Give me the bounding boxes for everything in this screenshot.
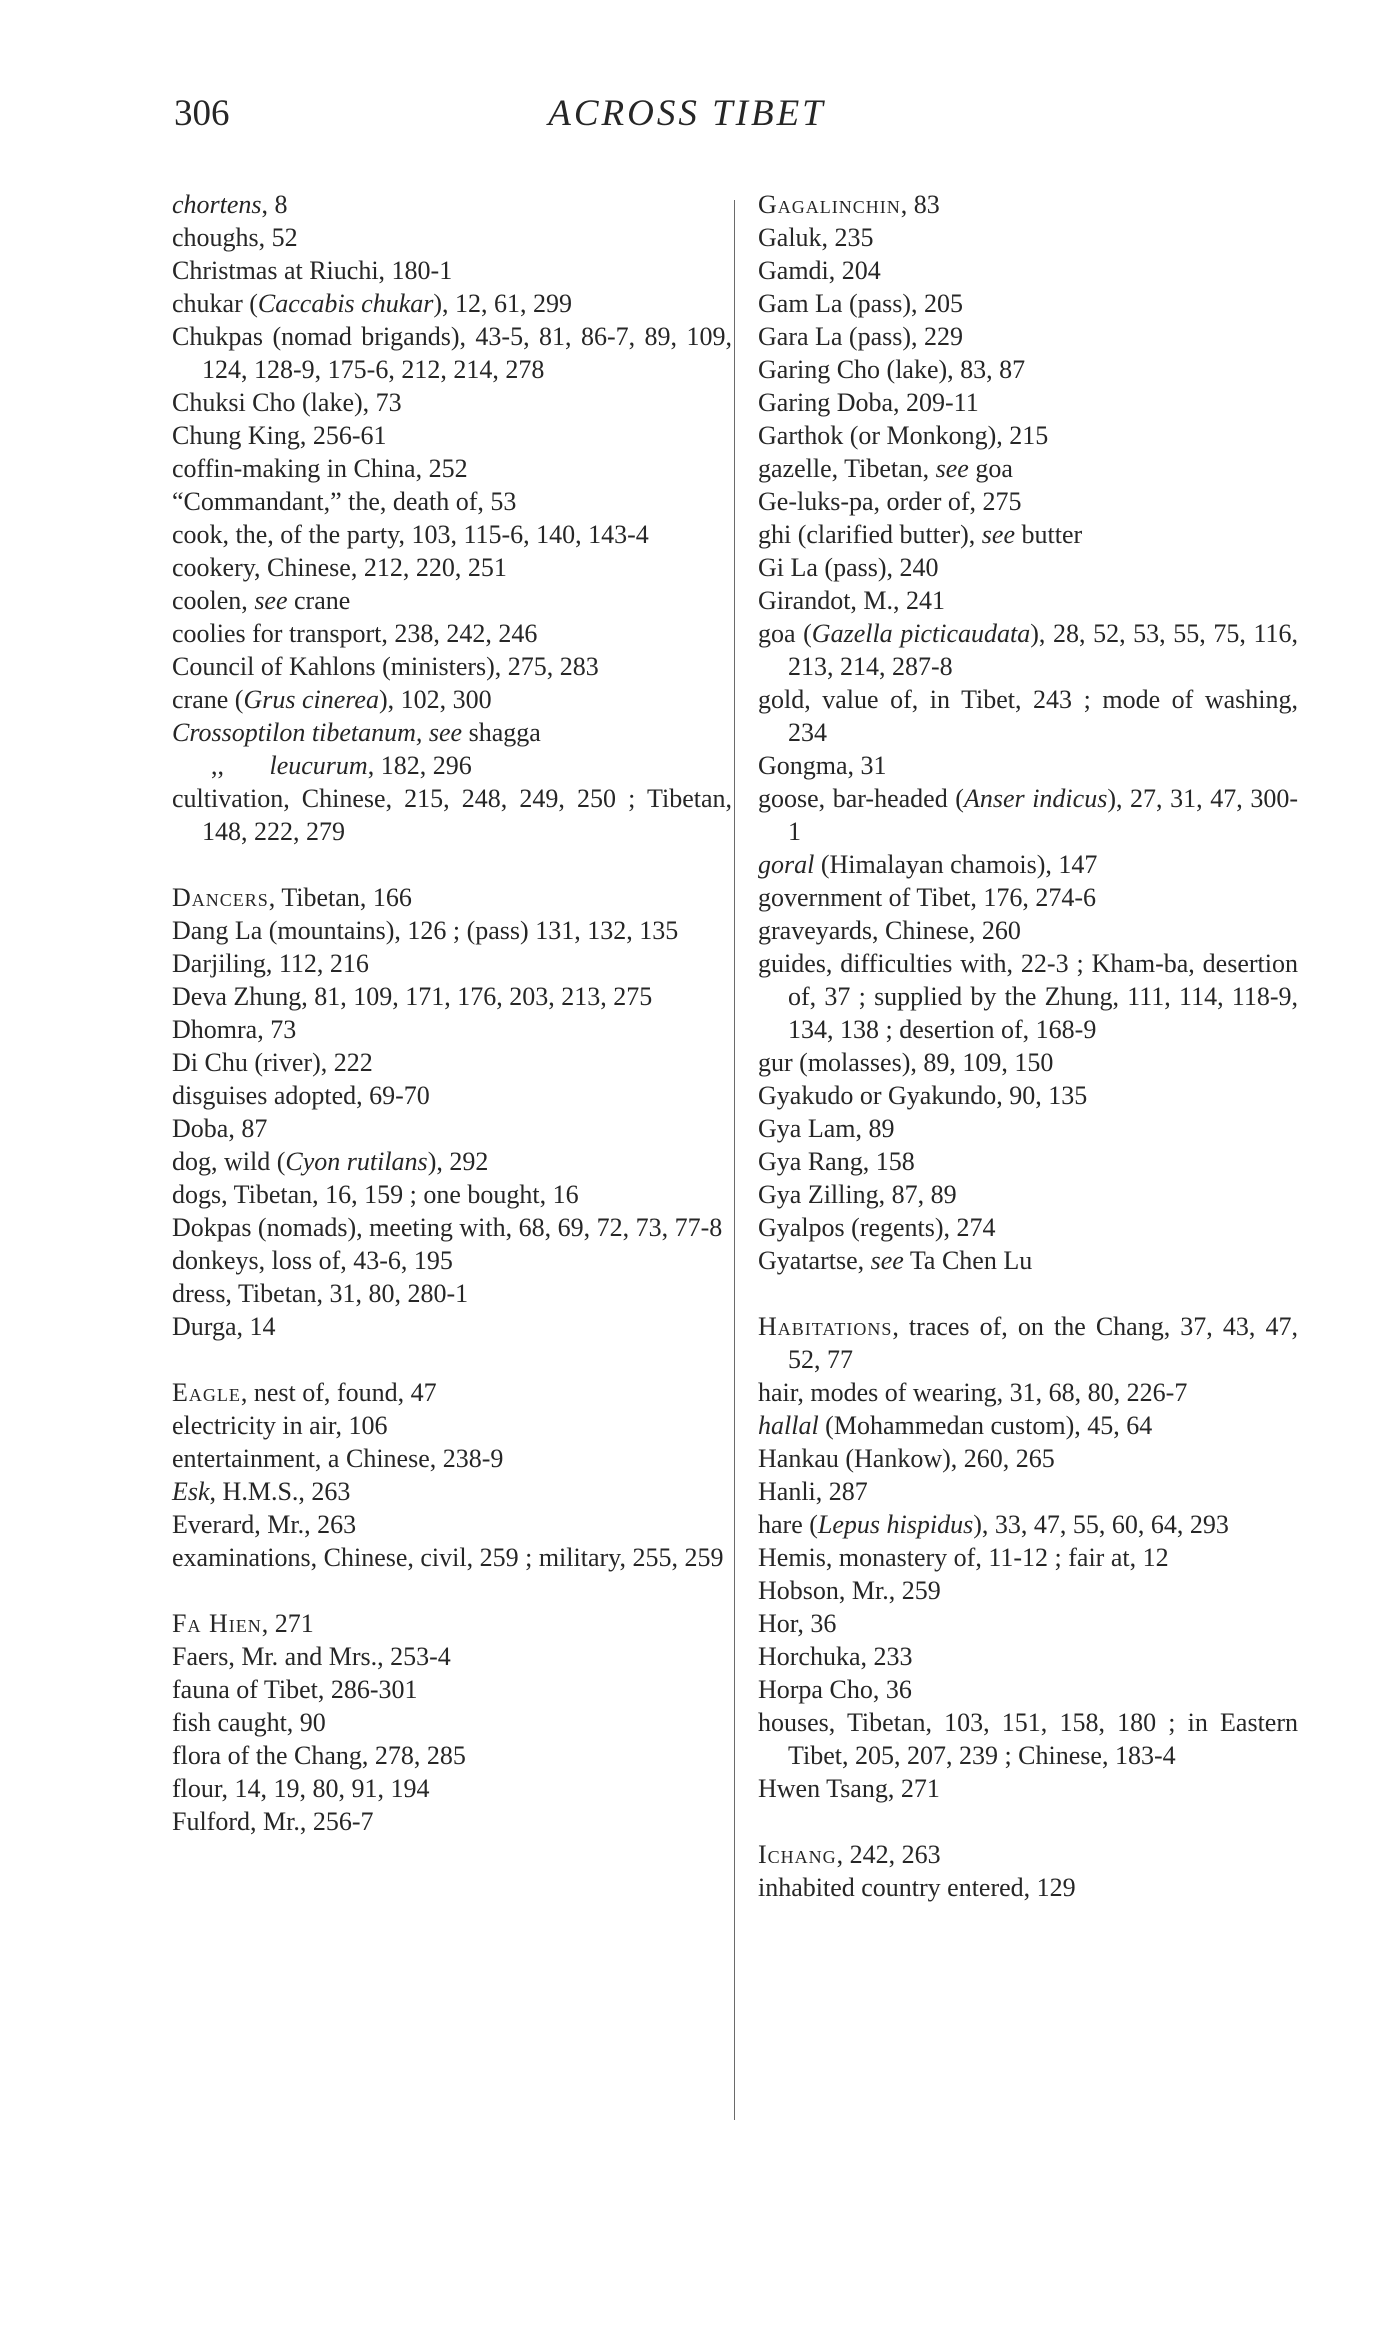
index-entry (758, 1046, 1298, 1079)
index-entry (172, 419, 732, 452)
entry-text: gazelle, Tibetan, (758, 454, 936, 483)
italic-term: Lepus hispidus (817, 1510, 974, 1539)
entry-text: Girandot, M., 241 (758, 586, 946, 615)
entry-text: Dokpas (nomads), meeting with, 68, 69, 72, 73, 77-8 (172, 1213, 723, 1242)
entry-text: Gi La (pass), 240 (758, 553, 939, 582)
entry-text: Gongma, 31 (758, 751, 887, 780)
index-entry (172, 1442, 732, 1475)
entry-text: (Himalayan chamois), 147 (814, 850, 1098, 879)
entry-text: Faers, Mr. and Mrs., 253-4 (172, 1642, 451, 1671)
section-head-word: Gagalinchin (758, 190, 901, 219)
italic-term: see (870, 1246, 904, 1275)
entry-text: gold, value of, in Tibet, 243 ; mode of washing, 234 (758, 685, 1298, 747)
index-entry (172, 1013, 732, 1046)
entry-text: Gamdi, 204 (758, 256, 881, 285)
entry-text: ), 292 (427, 1147, 489, 1176)
entry-text: Galuk, 235 (758, 223, 874, 252)
entry-text: donkeys, loss of, 43-6, 195 (172, 1246, 453, 1275)
entry-text: examinations, Chinese, civil, 259 ; military, 255, 259 (172, 1543, 724, 1572)
entry-text: Ta Chen Lu (903, 1246, 1033, 1275)
index-entry (172, 947, 732, 980)
entry-text: houses, Tibetan, 103, 151, 158, 180 ; in Eastern Tibet, 205, 207, 239 ; Chinese, 183-4 (758, 1708, 1298, 1770)
column-divider (734, 200, 735, 2120)
index-entry (172, 1211, 732, 1244)
italic-term: Anser indicus (963, 784, 1108, 813)
entry-text: “Commandant,” the, death of, 53 (172, 487, 517, 516)
entry-text: Doba, 87 (172, 1114, 268, 1143)
entry-text: ), 28, 52, 53, 55, 75, 116, 213, 214, 287-8 (788, 619, 1298, 681)
index-entry (758, 452, 1298, 485)
italic-term: see (254, 586, 288, 615)
section-head-word: Fa Hien (172, 1609, 262, 1638)
entry-text: Hobson, Mr., 259 (758, 1576, 941, 1605)
entry-text: Fulford, Mr., 256-7 (172, 1807, 374, 1836)
section-head-word: Ichang (758, 1840, 837, 1869)
index-entry (172, 584, 732, 617)
section-gap (758, 1277, 1298, 1310)
index-entry (172, 1541, 732, 1574)
index-entry (172, 1310, 732, 1343)
index-entry (172, 254, 732, 287)
entry-text: fauna of Tibet, 286-301 (172, 1675, 418, 1704)
index-entry (758, 1838, 1298, 1871)
entry-text: goa ( (758, 619, 812, 648)
entry-text: Gam La (pass), 205 (758, 289, 964, 318)
index-entry (172, 650, 732, 683)
index-entry (172, 1178, 732, 1211)
entry-text: Everard, Mr., 263 (172, 1510, 357, 1539)
entry-text: Garing Doba, 209-11 (758, 388, 979, 417)
entry-text: flora of the Chang, 278, 285 (172, 1741, 466, 1770)
entry-text: ), 102, 300 (378, 685, 492, 714)
section-head-word: Dancers (172, 883, 269, 912)
index-entry (172, 683, 732, 716)
entry-text: , 8 (261, 190, 288, 219)
entry-text: Durga, 14 (172, 1312, 276, 1341)
entry-text: cookery, Chinese, 212, 220, 251 (172, 553, 507, 582)
entry-text: butter (1015, 520, 1083, 549)
entry-text: Gya Lam, 89 (758, 1114, 895, 1143)
entry-text: Hemis, monastery of, 11-12 ; fair at, 12 (758, 1543, 1169, 1572)
index-entry (172, 749, 732, 782)
entry-text: (Mohammedan custom), 45, 64 (818, 1411, 1153, 1440)
index-entry (172, 881, 732, 914)
index-entry (172, 1079, 732, 1112)
index-entry (758, 1244, 1298, 1277)
index-entry (758, 1640, 1298, 1673)
italic-term: Esk (172, 1477, 210, 1506)
page-header (0, 92, 1374, 142)
index-entry (172, 1409, 732, 1442)
index-entry (758, 287, 1298, 320)
index-column-left (172, 188, 732, 1838)
entry-text: Gya Rang, 158 (758, 1147, 915, 1176)
index-entry (758, 1442, 1298, 1475)
entry-text: fish caught, 90 (172, 1708, 326, 1737)
entry-text: Chukpas (nomad brigands), 43-5, 81, 86-7, 89, 109, 124, 128-9, 175-6, 212, 214, 278 (172, 322, 732, 384)
index-entry (172, 1376, 732, 1409)
index-entry (172, 1508, 732, 1541)
entry-text: ), 33, 47, 55, 60, 64, 293 (973, 1510, 1229, 1539)
index-entry (758, 188, 1298, 221)
index-entry (758, 254, 1298, 287)
entry-text: gur (molasses), 89, 109, 150 (758, 1048, 1054, 1077)
entry-text: inhabited country entered, 129 (758, 1873, 1076, 1902)
index-entry (172, 1640, 732, 1673)
page-number: 306 (174, 93, 230, 134)
entry-text: Gara La (pass), 229 (758, 322, 964, 351)
entry-text: government of Tibet, 176, 274-6 (758, 883, 1096, 912)
index-entry (758, 518, 1298, 551)
entry-text: , 242, 263 (836, 1840, 941, 1869)
index-entry (758, 947, 1298, 1046)
entry-text: , nest of, found, 47 (240, 1378, 437, 1407)
entry-text: , 182, 296 (367, 751, 472, 780)
entry-text: Hwen Tsang, 271 (758, 1774, 940, 1803)
running-title: ACROSS TIBET (548, 93, 826, 134)
section-gap (758, 1805, 1298, 1838)
entry-text: Gyatartse, (758, 1246, 871, 1275)
entry-text: , traces of, on the Chang, 37, 43, 47, 52, 77 (788, 1312, 1298, 1374)
entry-text: coolen, (172, 586, 255, 615)
entry-text: cultivation, Chinese, 215, 248, 249, 250 ; Tibetan, 148, 222, 279 (172, 784, 732, 846)
italic-term: Gazella picticaudata (811, 619, 1031, 648)
entry-text: crane ( (172, 685, 244, 714)
index-entry (172, 980, 732, 1013)
index-entry (172, 1805, 732, 1838)
index-entry (758, 782, 1298, 848)
italic-term: leucurum (269, 751, 368, 780)
entry-text: , 83 (900, 190, 940, 219)
entry-text: Dang La (mountains), 126 ; (pass) 131, 132, 135 (172, 916, 679, 945)
entry-text: dress, Tibetan, 31, 80, 280-1 (172, 1279, 469, 1308)
index-column-right (758, 188, 1298, 1904)
index-entry (172, 1706, 732, 1739)
entry-text: Garthok (or Monkong), 215 (758, 421, 1049, 450)
entry-text: Christmas at Riuchi, 180-1 (172, 256, 453, 285)
italic-term: Grus cinerea (243, 685, 379, 714)
entry-text: coolies for transport, 238, 242, 246 (172, 619, 538, 648)
index-entry (758, 1673, 1298, 1706)
index-entry (758, 1475, 1298, 1508)
index-entry (172, 320, 732, 386)
index-entry (172, 1772, 732, 1805)
entry-text: dog, wild ( (172, 1147, 286, 1176)
index-entry (758, 1772, 1298, 1805)
italic-term: Crossoptilon tibetanum, see (172, 718, 463, 747)
index-entry (758, 1376, 1298, 1409)
index-entry (758, 1211, 1298, 1244)
index-entry (172, 1145, 732, 1178)
entry-text: graveyards, Chinese, 260 (758, 916, 1021, 945)
index-entry (172, 551, 732, 584)
index-entry (758, 749, 1298, 782)
entry-text: entertainment, a Chinese, 238-9 (172, 1444, 504, 1473)
entry-text: shagga (462, 718, 541, 747)
index-entry (758, 1706, 1298, 1772)
index-entry (172, 1739, 732, 1772)
entry-text: chukar ( (172, 289, 258, 318)
index-entry (758, 683, 1298, 749)
entry-text: Horchuka, 233 (758, 1642, 913, 1671)
entry-text: flour, 14, 19, 80, 91, 194 (172, 1774, 430, 1803)
index-entry (758, 914, 1298, 947)
index-entry (172, 386, 732, 419)
entry-text: , H.M.S., 263 (209, 1477, 351, 1506)
index-entry (758, 1079, 1298, 1112)
entry-text: disguises adopted, 69-70 (172, 1081, 430, 1110)
index-entry (172, 1673, 732, 1706)
index-entry (172, 1277, 732, 1310)
index-entry (758, 353, 1298, 386)
italic-term: see (981, 520, 1015, 549)
italic-term: see (935, 454, 969, 483)
italic-term: Caccabis chukar (257, 289, 434, 318)
index-entry (172, 452, 732, 485)
entry-text: Di Chu (river), 222 (172, 1048, 373, 1077)
index-entry (758, 1607, 1298, 1640)
index-entry (758, 584, 1298, 617)
index-entry (172, 782, 732, 848)
index-entry (758, 1871, 1298, 1904)
section-gap (172, 848, 732, 881)
entry-text: Gya Zilling, 87, 89 (758, 1180, 957, 1209)
section-gap (172, 1343, 732, 1376)
index-entry (172, 1475, 732, 1508)
entry-text: goa (968, 454, 1013, 483)
entry-text: Gyakudo or Gyakundo, 90, 135 (758, 1081, 1088, 1110)
index-entry (172, 617, 732, 650)
index-entry (758, 881, 1298, 914)
entry-text: Deva Zhung, 81, 109, 171, 176, 203, 213, 275 (172, 982, 653, 1011)
index-entry (758, 617, 1298, 683)
entry-text: electricity in air, 106 (172, 1411, 388, 1440)
index-entry (758, 1145, 1298, 1178)
entry-text: , Tibetan, 166 (268, 883, 412, 912)
index-entry (758, 419, 1298, 452)
italic-term: chortens (172, 190, 262, 219)
index-entry (172, 518, 732, 551)
entry-text: goose, bar-headed ( (758, 784, 964, 813)
section-head-word: Habitations (758, 1312, 893, 1341)
entry-text: choughs, 52 (172, 223, 298, 252)
index-entry (758, 1310, 1298, 1376)
index-entry (758, 386, 1298, 419)
entry-text: ghi (clarified butter), (758, 520, 982, 549)
entry-text: cook, the, of the party, 103, 115-6, 140, 143-4 (172, 520, 649, 549)
entry-text: Hor, 36 (758, 1609, 837, 1638)
italic-term: hallal (758, 1411, 819, 1440)
index-entry (758, 551, 1298, 584)
index-entry (758, 320, 1298, 353)
index-entry (758, 1178, 1298, 1211)
section-gap (172, 1574, 732, 1607)
index-entry (172, 1607, 732, 1640)
index-entry (172, 188, 732, 221)
index-entry (172, 1112, 732, 1145)
entry-text: Council of Kahlons (ministers), 275, 283 (172, 652, 599, 681)
index-entry (172, 485, 732, 518)
entry-text: Chung King, 256-61 (172, 421, 387, 450)
index-entry (172, 716, 732, 749)
entry-text: Chuksi Cho (lake), 73 (172, 388, 402, 417)
entry-text: Darjiling, 112, 216 (172, 949, 369, 978)
index-entry (758, 221, 1298, 254)
index-entry (172, 287, 732, 320)
index-entry (172, 914, 732, 947)
index-entry (758, 485, 1298, 518)
index-entry (758, 848, 1298, 881)
index-entry (172, 1046, 732, 1079)
index-entry (758, 1541, 1298, 1574)
entry-text: coffin-making in China, 252 (172, 454, 468, 483)
entry-text: Horpa Cho, 36 (758, 1675, 912, 1704)
entry-text: , 271 (261, 1609, 314, 1638)
entry-text: ), 12, 61, 299 (433, 289, 573, 318)
entry-text: hair, modes of wearing, 31, 68, 80, 226-7 (758, 1378, 1188, 1407)
index-entry (172, 1244, 732, 1277)
entry-text: Hankau (Hankow), 260, 265 (758, 1444, 1055, 1473)
entry-text: Gyalpos (regents), 274 (758, 1213, 996, 1242)
entry-text: Ge-luks-pa, order of, 275 (758, 487, 1022, 516)
index-entry (758, 1508, 1298, 1541)
index-entry (758, 1574, 1298, 1607)
entry-text: Garing Cho (lake), 83, 87 (758, 355, 1026, 384)
italic-term: Cyon rutilans (285, 1147, 428, 1176)
entry-text: hare ( (758, 1510, 818, 1539)
index-entry (758, 1112, 1298, 1145)
index-entry (172, 221, 732, 254)
entry-text: Hanli, 287 (758, 1477, 868, 1506)
italic-term: goral (758, 850, 815, 879)
entry-text: ,, (172, 751, 270, 780)
entry-text: Dhomra, 73 (172, 1015, 297, 1044)
entry-text: dogs, Tibetan, 16, 159 ; one bought, 16 (172, 1180, 579, 1209)
index-entry (758, 1409, 1298, 1442)
entry-text: guides, difficulties with, 22-3 ; Kham-ba, desertion of, 37 ; supplied by the Zhung, 111, 114, 118-9, 134, 138 ; desertion of, 168-9 (758, 949, 1298, 1044)
entry-text: crane (287, 586, 351, 615)
section-head-word: Eagle (172, 1378, 241, 1407)
entry-text: ), 27, 31, 47, 300-1 (788, 784, 1298, 846)
